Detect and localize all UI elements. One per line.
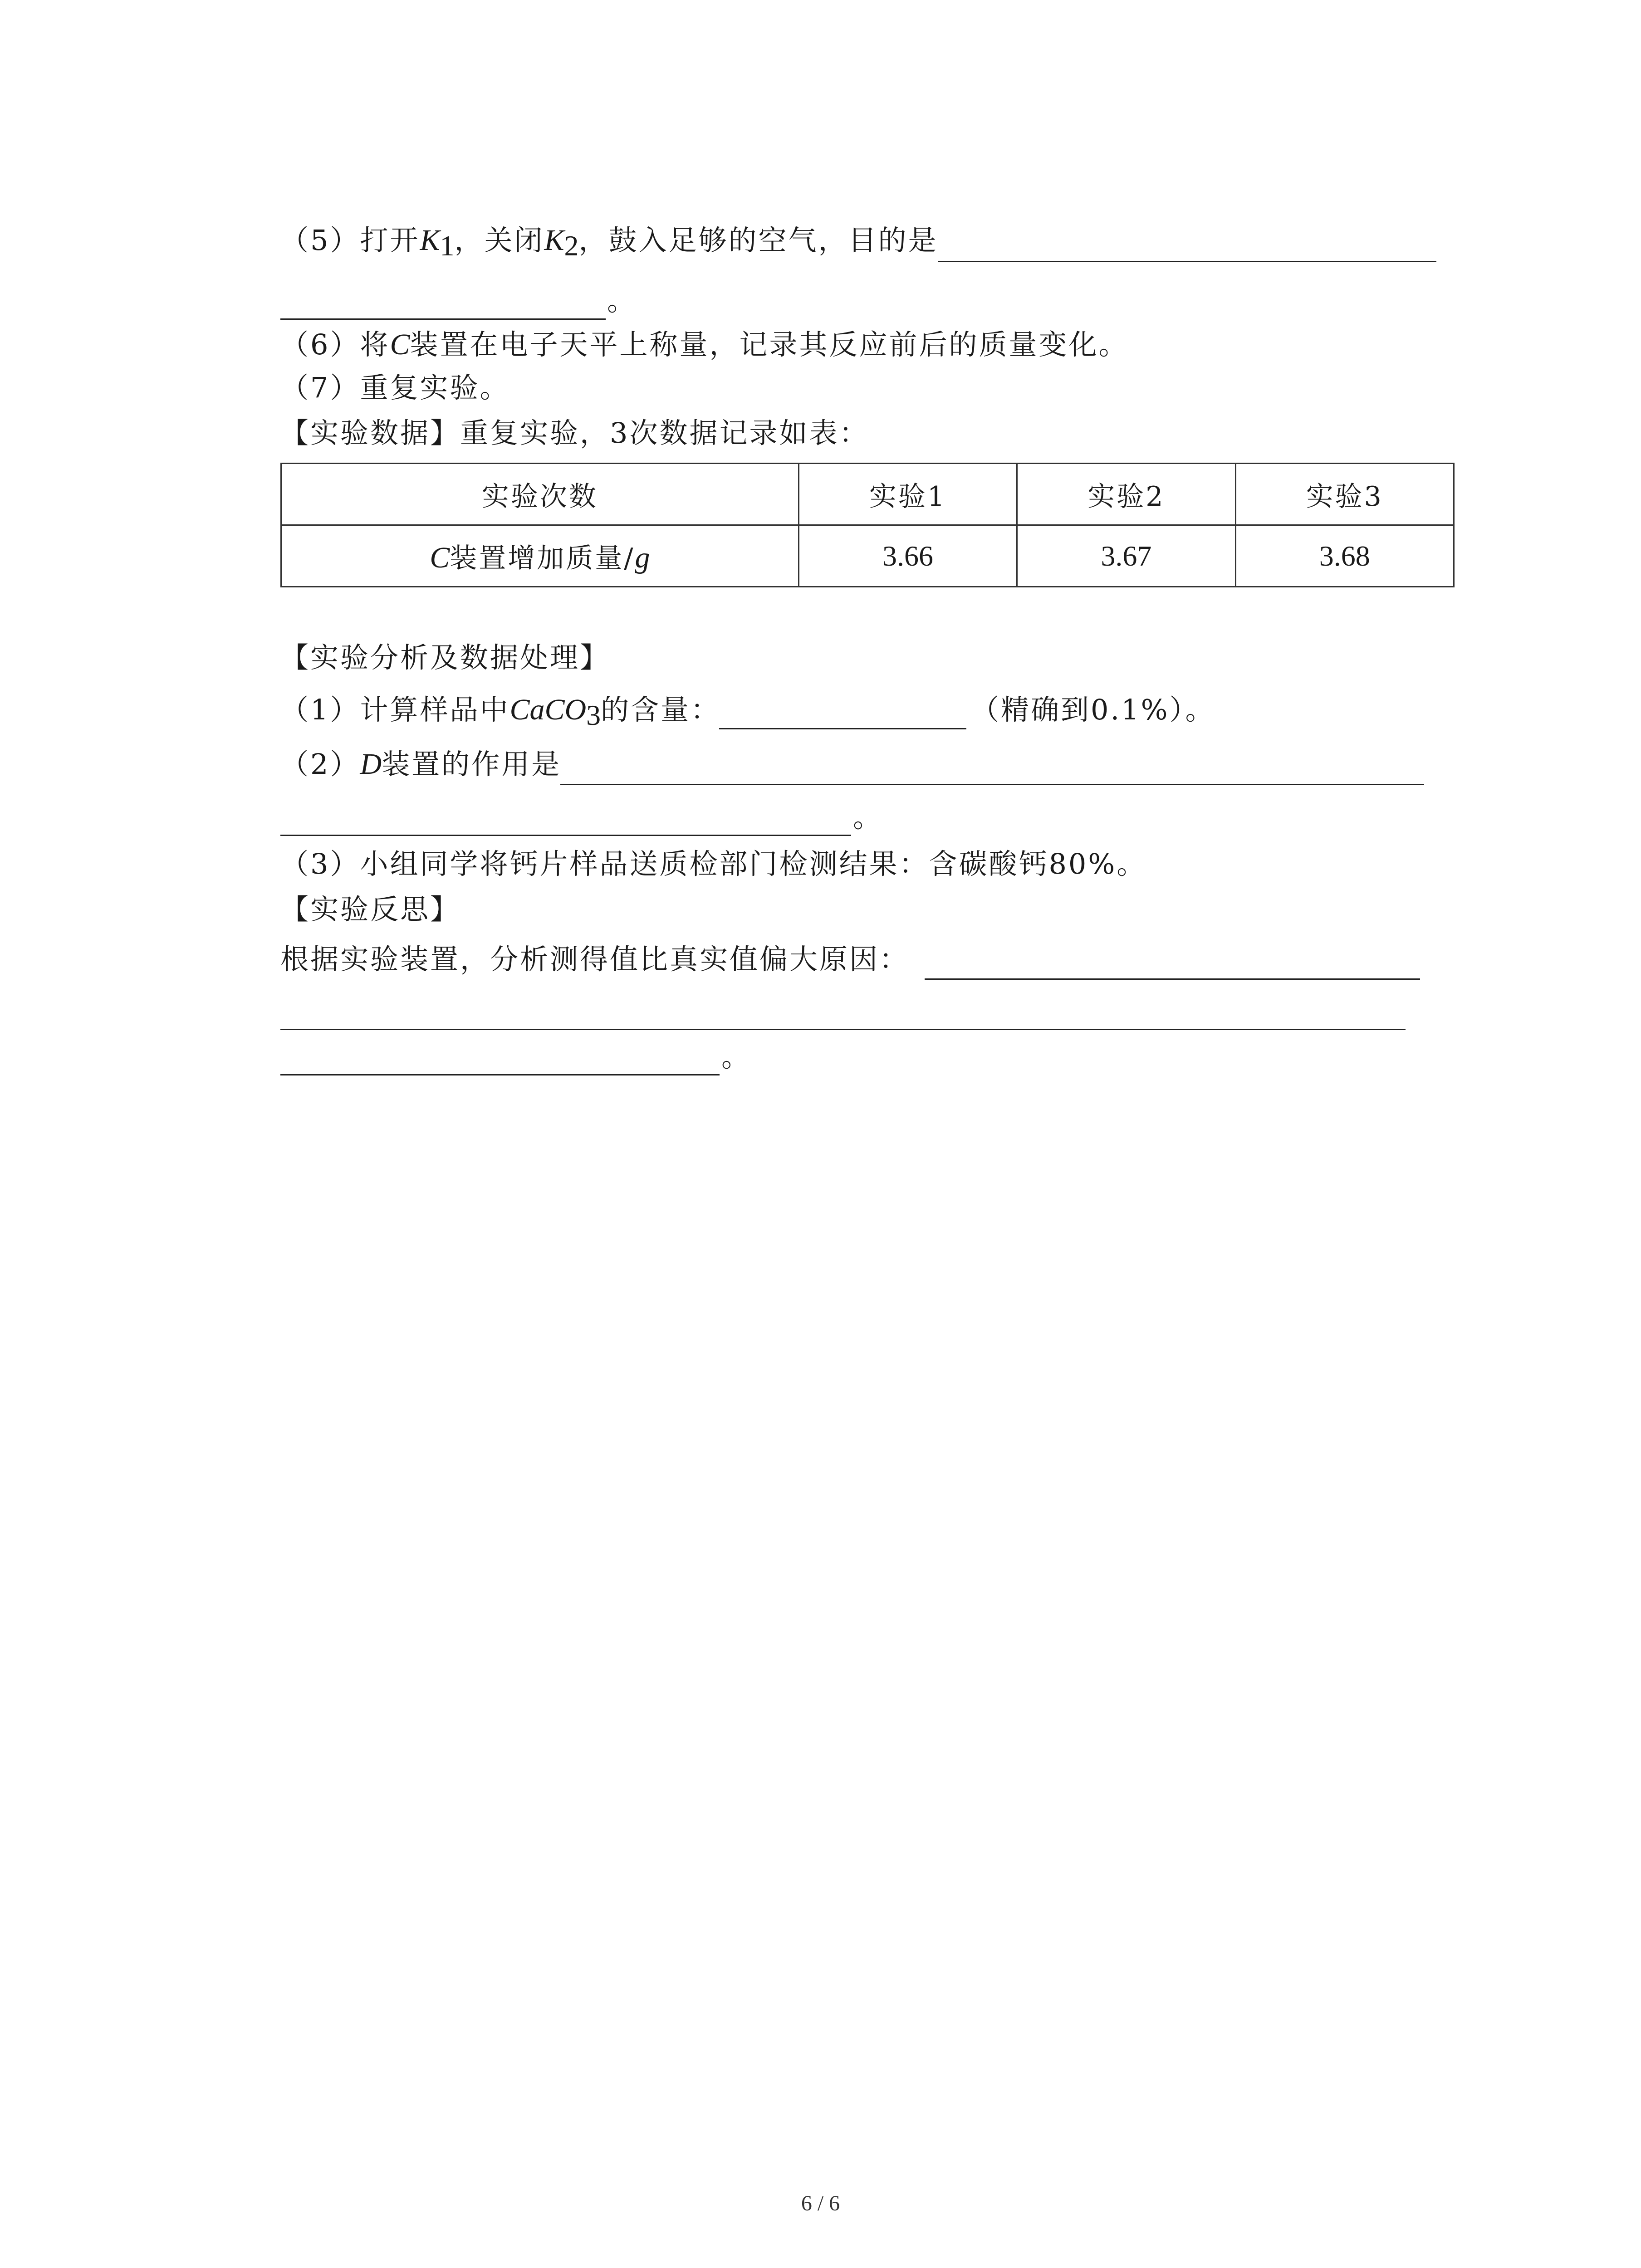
step6-prefix: （6）将 (280, 328, 390, 361)
k1-var: K (420, 224, 440, 257)
q2-suffix: 装置的作用是 (382, 748, 562, 781)
reflection-answer-blank-1[interactable] (925, 978, 1420, 980)
table-cell: 3.66 (798, 525, 1017, 587)
k2-var: K (544, 224, 564, 257)
q2-answer-blank-2[interactable] (280, 835, 851, 836)
q1-mid: 的含量： (601, 693, 721, 726)
q2-var: D (360, 748, 382, 781)
step6-line (280, 324, 1129, 365)
table-cell: 3.67 (1017, 525, 1235, 587)
q2-end: 。 (853, 801, 883, 834)
step5-mid: ，关闭 (454, 224, 544, 257)
step5-suffix: ，鼓入足够的空气，目的是 (578, 224, 938, 257)
k2-subscript: 2 (564, 230, 579, 262)
table-header-cell: 实验1 (798, 464, 1017, 525)
row-label-var: C (430, 541, 450, 574)
q2-prefix: （2） (280, 748, 360, 781)
reflection-heading: 【实验反思】 (280, 893, 460, 926)
q2-answer-blank-1[interactable] (560, 784, 1424, 785)
analysis-heading: 【实验分析及数据处理】 (280, 641, 610, 674)
data-table (280, 463, 1455, 587)
table-row (281, 525, 1454, 587)
table-header-cell: 实验次数 (281, 464, 799, 525)
reflection-end: 。 (721, 1040, 752, 1073)
q1-answer-blank[interactable] (719, 728, 966, 729)
step5-prefix: （5）打开 (280, 224, 420, 257)
reflection-answer-blank-2[interactable] (280, 1029, 1406, 1030)
step6-var: C (390, 328, 410, 361)
step5-line (280, 220, 938, 261)
analysis-q3: （3）小组同学将钙片样品送质检部门检测结果：含碳酸钙80%。 (280, 847, 1147, 880)
table-row-label (281, 525, 799, 587)
reflection-prompt: 根据实验装置，分析测得值比真实值偏大原因： (280, 943, 910, 976)
table-header-cell: 实验3 (1235, 464, 1454, 525)
page-number: 6 / 6 (801, 2191, 840, 2215)
q1-prefix: （1）计算样品中 (280, 693, 510, 726)
table-cell: 3.68 (1235, 525, 1454, 587)
q1-formula: CaCO (509, 693, 587, 726)
step6-suffix: 装置在电子天平上称量，记录其反应前后的质量变化。 (410, 328, 1129, 361)
step5-answer-blank-2[interactable] (280, 318, 606, 320)
row-label-text: 装置增加质量/ (450, 542, 635, 574)
analysis-q1 (280, 689, 720, 730)
table-header-cell: 实验2 (1017, 464, 1235, 525)
table-header-row (281, 464, 1454, 525)
step5-answer-blank-1[interactable] (938, 261, 1436, 262)
step5-end: 。 (607, 284, 637, 317)
data-intro: 【实验数据】重复实验，3次数据记录如表： (280, 416, 869, 450)
q1-formula-subscript: 3 (586, 699, 601, 731)
q1-suffix: （精确到0.1%）。 (971, 693, 1215, 726)
reflection-answer-blank-3[interactable] (280, 1074, 720, 1075)
step7-line: （7）重复实验。 (280, 371, 510, 404)
k1-subscript: 1 (440, 230, 455, 262)
analysis-q2 (280, 744, 561, 785)
row-label-unit: g (635, 541, 650, 574)
